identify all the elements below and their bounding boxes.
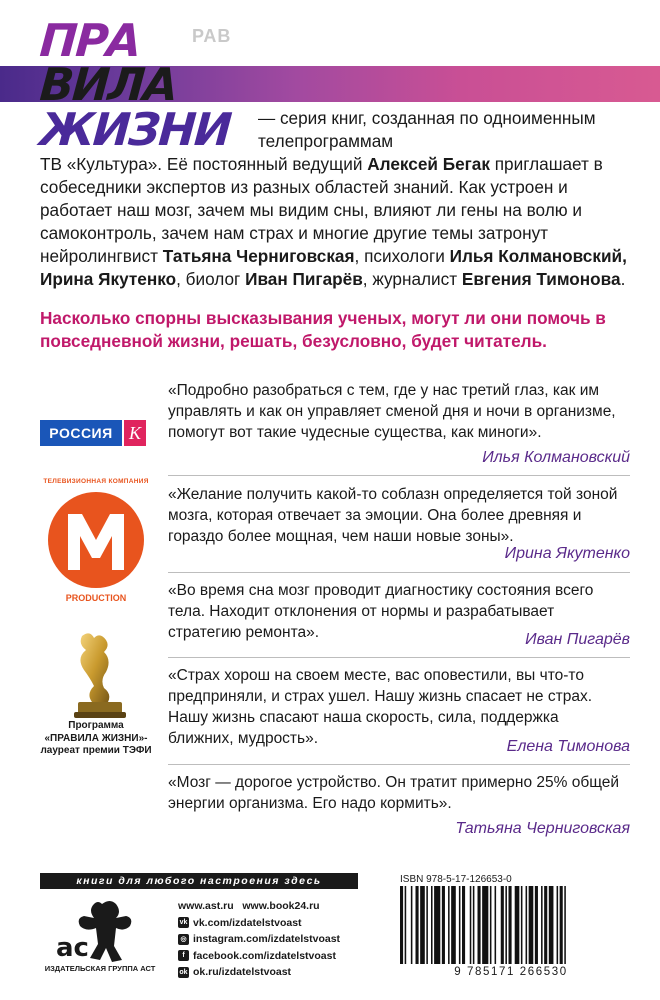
logo-line-2: ВИЛА	[38, 58, 179, 111]
odnoklassniki-icon: ok	[179, 968, 188, 976]
highlight-statement: Насколько спорны высказывания ученых, могут ли они помочь в повседневной жизни, решать, безусловно, будет читатель.	[40, 308, 606, 351]
barcode-bar	[434, 886, 440, 964]
barcode-bar	[405, 886, 407, 964]
barcode-bar	[448, 886, 450, 964]
barcode-bar	[535, 886, 538, 964]
barcode-bar	[420, 886, 425, 964]
barcode-bar	[564, 886, 566, 964]
instagram-icon: ◎	[178, 934, 189, 945]
barcode-bar	[490, 886, 492, 964]
teffi-caption-line: «ПРАВИЛА ЖИЗНИ»-	[44, 732, 148, 744]
expert-name: Татьяна Черниговская	[162, 246, 355, 266]
barcode-bar	[442, 886, 445, 964]
barcode-bar	[544, 886, 547, 964]
logo-ghost-text: РАВ	[192, 26, 232, 46]
expert-name: Илья Колмановский	[449, 246, 623, 266]
teffi-caption-line: Программа	[68, 720, 124, 731]
facebook-icon: f	[178, 950, 189, 961]
quote-text: «Страх хорош на своем месте, вас оповестили, вы что-то предприняли, и страх ушел. Нашу жизнь спасает не страх. Нашу жизнь спасают наша скорость, сила, поддержка ближних, мудрость».	[168, 667, 592, 747]
divider	[168, 572, 630, 573]
teffi-caption-line: лауреат премии ТЭФИ	[40, 745, 152, 756]
barcode-bar	[470, 886, 472, 964]
barcode-bar	[426, 886, 428, 964]
intro-first-line: — серия книг, созданная по одноименным телепрограммам	[258, 108, 596, 151]
barcode-bar	[526, 886, 528, 964]
series-logo	[38, 14, 245, 158]
barcode-bar	[549, 886, 554, 964]
quote-text: «Мозг — дорогое устройство. Он тратит примерно 25% общей энергии организма. Его надо кормить».	[168, 774, 620, 812]
vk-icon: vk	[179, 919, 188, 927]
social-link-vk[interactable]	[178, 915, 398, 932]
barcode-bar	[557, 886, 559, 964]
barcode-bar	[459, 886, 461, 964]
barcode-bar	[505, 886, 507, 964]
expert-name: Ирина Якутенко	[40, 269, 177, 289]
quote-text: «Подробно разобраться с тем, где у нас третий глаз, как им управлять и как он управляет сменой дня и ночи в организме, помогут вот такие чудесные существа, как миноги».	[168, 382, 616, 441]
intro-text: ТВ «Культура». Её постоянный ведущий	[40, 154, 368, 174]
barcode-bar	[509, 886, 512, 964]
barcode-bar	[462, 886, 465, 964]
quote-author: Елена Тимонова	[506, 738, 630, 755]
intro-text: приглашает в собеседники экспертов из разных областей знаний. Как устроен и работает наш мозг, зачем мы видим сны, влияют ли гены на волю и самоконтроль, зачем нам страх и многие другие темы затронут нейролингвист	[40, 154, 603, 266]
quote-author: Татьяна Черниговская	[455, 820, 630, 837]
intro-text: , психологи	[354, 246, 450, 266]
teffi-caption	[36, 720, 156, 758]
barcode-bar	[478, 886, 481, 964]
barcode-bar	[451, 886, 456, 964]
intro-text: .	[620, 269, 626, 289]
expert-name: Евгения Тимонова	[461, 269, 621, 289]
host-name: Алексей Бегак	[367, 154, 490, 174]
barcode-bar	[431, 886, 433, 964]
social-link-text[interactable]: facebook.com/izdatelstvoast	[193, 949, 336, 962]
barcode-bar	[482, 886, 488, 964]
teffi-statuette-icon	[60, 628, 140, 720]
expert-name: Иван Пигарёв	[245, 269, 363, 289]
barcode-bar	[400, 886, 403, 964]
divider	[168, 475, 630, 476]
barcode-bar	[515, 886, 520, 964]
m-production-top-text: ТЕЛЕВИЗИОННАЯ КОМПАНИЯ	[43, 478, 149, 485]
barcode-bar	[560, 886, 563, 964]
svg-text:ac: ac	[56, 933, 89, 963]
intro-text: ,	[622, 246, 627, 266]
russia-logo-text: РОССИЯ	[40, 420, 122, 446]
intro-paragraph	[40, 153, 635, 291]
ast-caption: ИЗДАТЕЛЬСКАЯ ГРУППА АСТ	[44, 964, 156, 973]
barcode-bar	[473, 886, 475, 964]
m-production-bottom-text: PRODUCTION	[65, 593, 127, 603]
barcode-bar	[501, 886, 504, 964]
quote-text: «Во время сна мозг проводит диагностику состояния всего тела. Находит отклонения от нормы и разрабатывает стратегию ремонта».	[168, 582, 594, 641]
social-link-facebook[interactable]	[178, 948, 398, 965]
barcode-bar	[541, 886, 543, 964]
barcode-bar	[411, 886, 413, 964]
intro-text: , журналист	[362, 269, 462, 289]
m-production-mark	[40, 478, 152, 610]
social-link-instagram[interactable]	[178, 931, 398, 948]
barcode-bar	[416, 886, 419, 964]
social-link-text[interactable]: vk.com/izdatelstvoast	[193, 916, 302, 929]
social-link-ok[interactable]	[178, 964, 398, 981]
quote-author: Илья Колмановский	[482, 449, 630, 466]
barcode-bar	[495, 886, 497, 964]
logo-line-1: ПРА	[38, 14, 142, 67]
publisher-links	[178, 898, 398, 981]
divider	[168, 764, 630, 765]
publisher-slogan: книги для любого настроения здесь	[40, 873, 358, 889]
web-links[interactable]	[178, 898, 398, 915]
logo-line-3: ЖИЗНИ	[38, 103, 232, 156]
quote-author: Ирина Якутенко	[504, 545, 630, 562]
barcode	[398, 886, 623, 966]
isbn-number: ISBN 978-5-17-126653-0	[400, 874, 512, 885]
intro-text: , биолог	[176, 269, 246, 289]
quote-text: «Желание получить какой-то соблазн определяется той зоной мозга, которая отвечает за эмоции. Она более древняя и гораздо более мощная, чем наши новые зоны».	[168, 486, 618, 545]
barcode-bar	[529, 886, 534, 964]
barcode-digits: 9 785171 266530	[454, 966, 568, 978]
russia-logo-k: К	[124, 420, 146, 446]
quote-author: Иван Пигарёв	[525, 631, 630, 648]
social-link-text[interactable]: ok.ru/izdatelstvoast	[193, 966, 292, 978]
divider	[168, 657, 630, 658]
russia-k-logo	[40, 420, 146, 446]
web-links-text[interactable]: www.ast.ru www.book24.ru	[178, 900, 320, 912]
barcode-bar	[521, 886, 523, 964]
social-link-text[interactable]: instagram.com/izdatelstvoast	[193, 933, 341, 945]
m-production-logo	[40, 478, 152, 610]
